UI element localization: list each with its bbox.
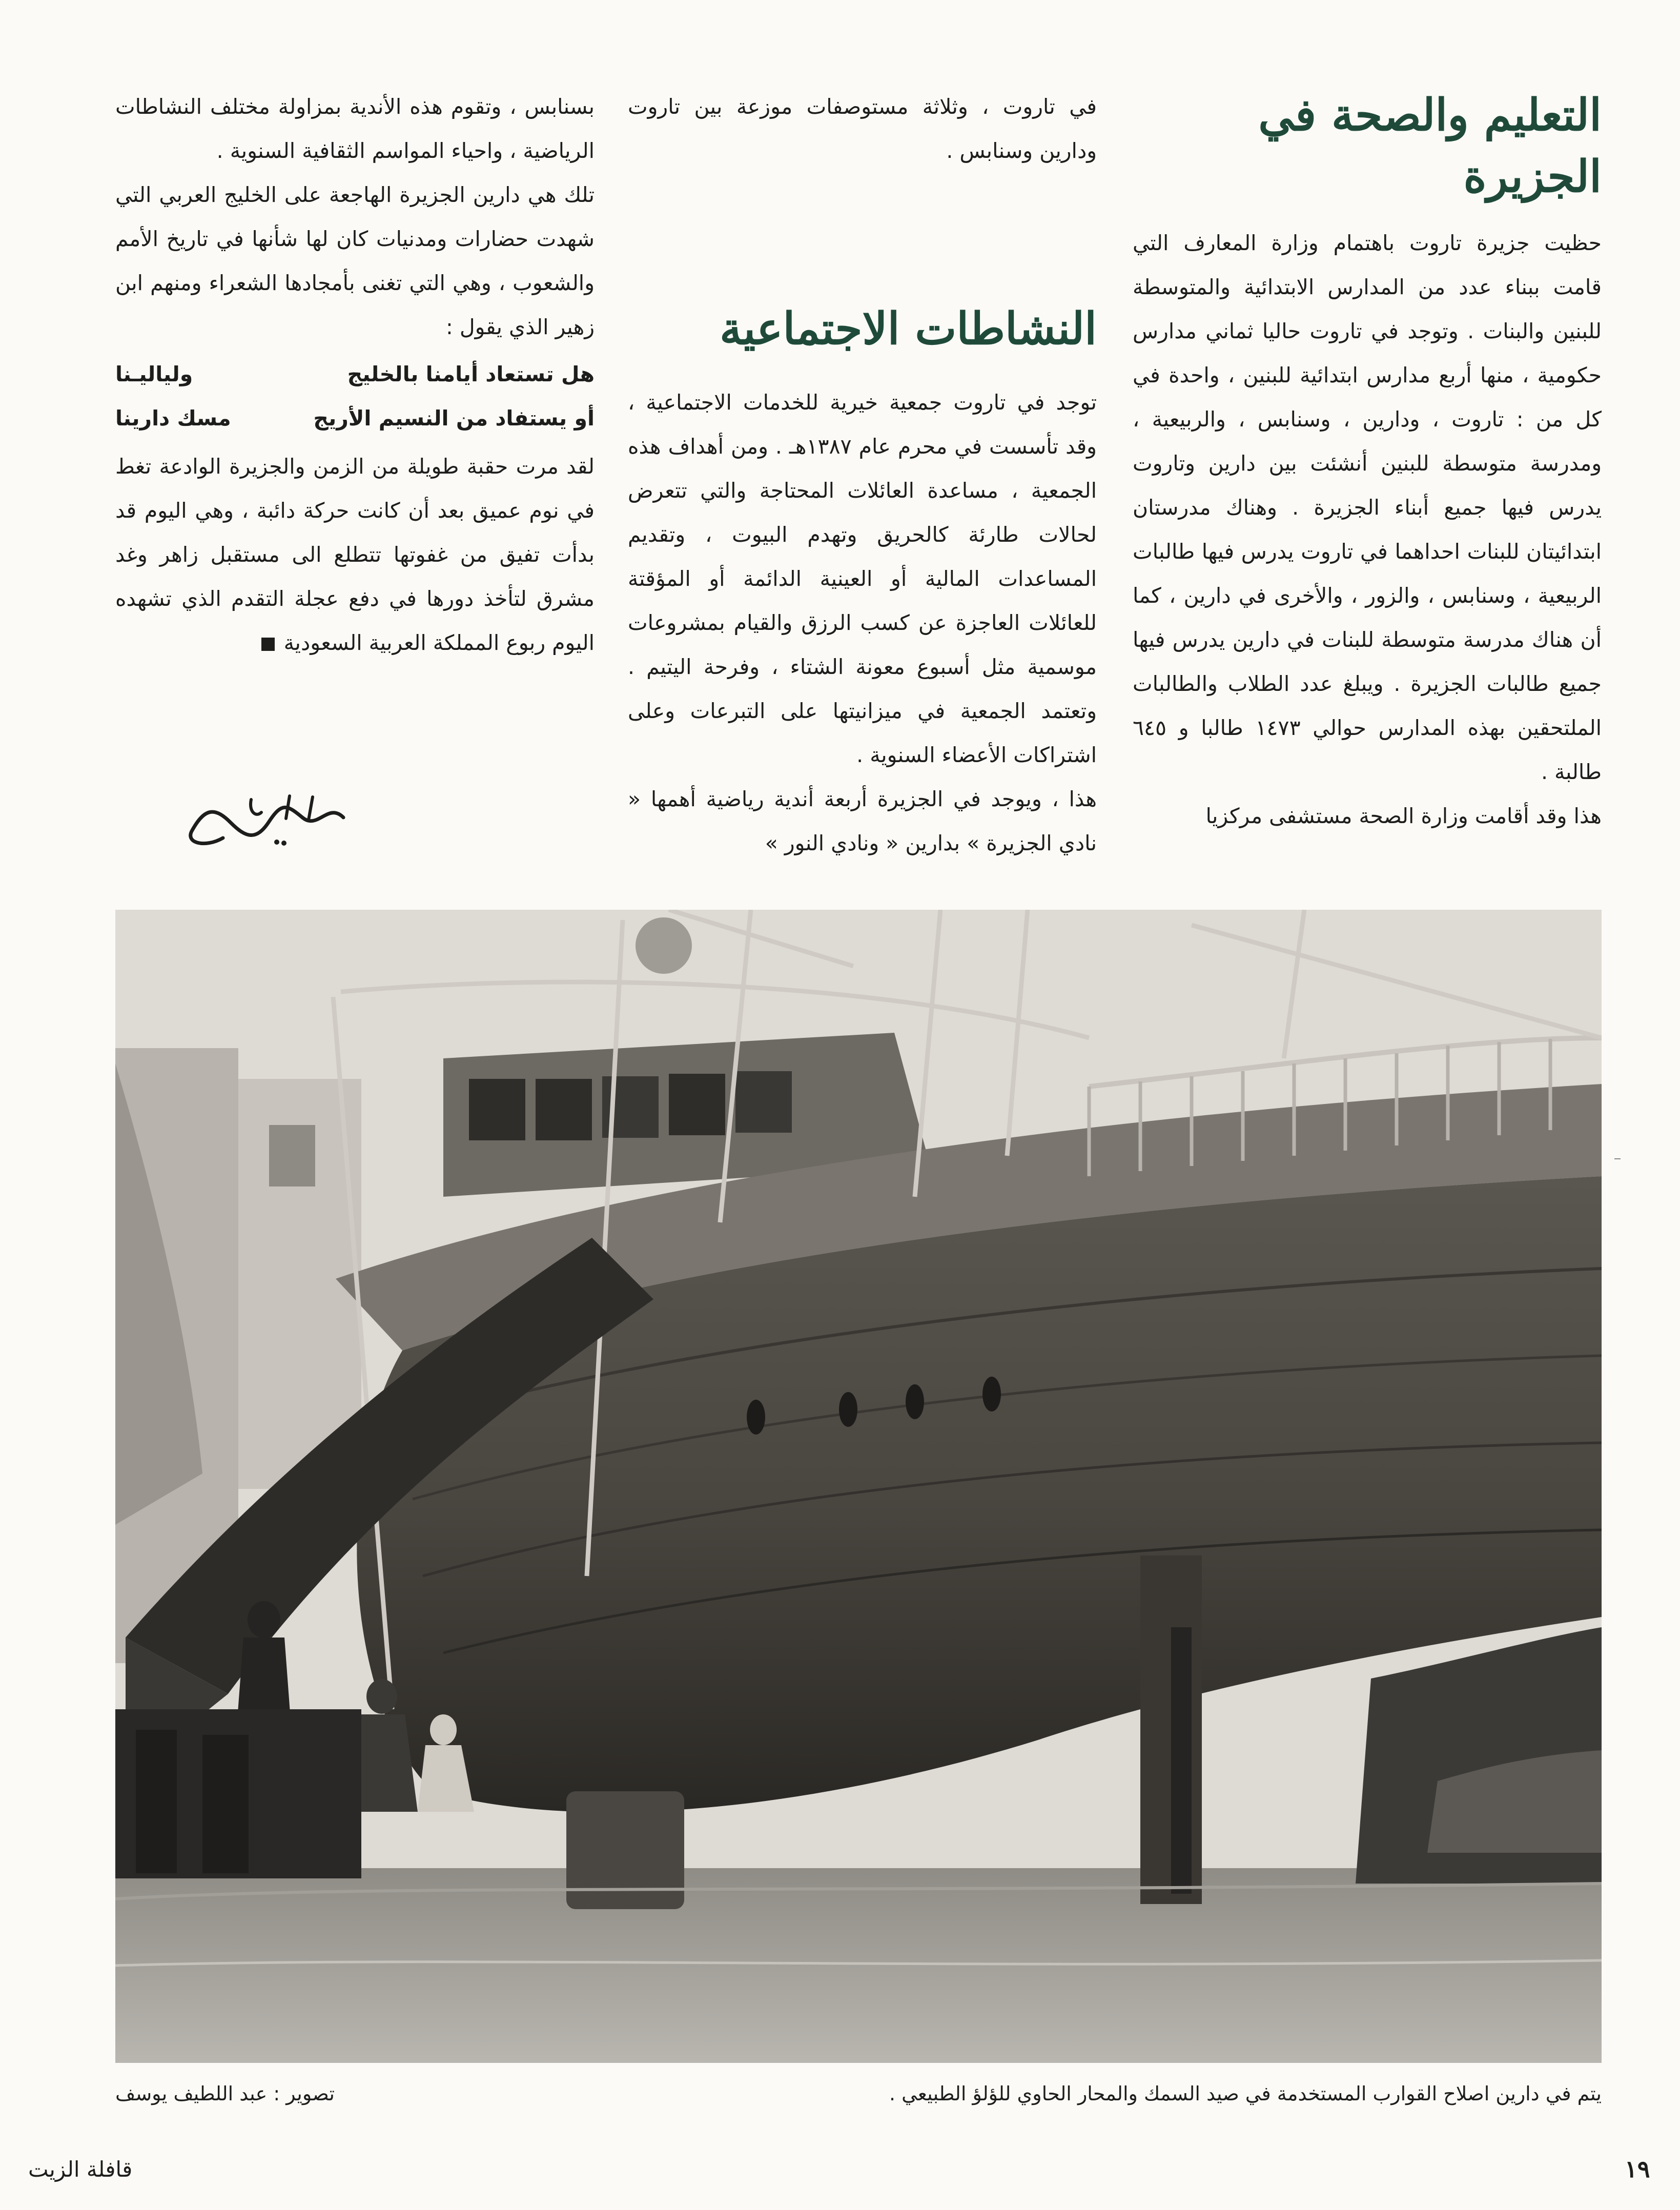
poem-line xyxy=(115,352,595,396)
photo-caption: يتم في دارين اصلاح القوارب المستخدمة في صيد السمك والمحار الحاوي للؤلؤ الطبيعي . xyxy=(889,2082,1602,2105)
end-of-article-mark xyxy=(261,638,275,651)
social-paragraph-2: هذا ، ويوجد في الجزيرة أربعة أندية رياضية أهمها « نادي الجزيرة » بدارين « ونادي النور » xyxy=(628,787,1097,855)
crop-mark xyxy=(1614,1158,1621,1159)
education-heading: التعليم والصحة في الجزيرة xyxy=(1258,89,1602,202)
closing-final-text: لقد مرت حقبة طويلة من الزمن والجزيرة الوادعة تغط في نوم عميق بعد أن كانت حركة دائبة ، وهي اليوم قد بدأت تفيق من غفوتها تتطلع الى مستقبل زاهر وغد مشرق لتأخذ دورها في دفع عجلة التقدم الذي تشهده اليوم ربوع المملكة العربية السعودية xyxy=(115,454,595,655)
column-middle xyxy=(628,85,1097,865)
closing-paragraph-1: تلك هي دارين الجزيرة الهاجعة على الخليج العربي التي شهدت حضارات ومدنيات كان لها شأنها في تاريخ الأمم والشعوب ، وهي التي تغنى بأمجادها الشعراء ومنهم ابن زهير الذي يقول : xyxy=(115,182,595,339)
page-number: ١٩ xyxy=(1625,2155,1650,2183)
column-left xyxy=(115,85,595,665)
poem-hemistich: مسك دارينا xyxy=(115,406,231,431)
dhow-illustration xyxy=(115,910,1602,2063)
poem xyxy=(115,352,595,440)
column-right xyxy=(1133,85,1602,838)
education-continuation: في تاروت ، وثلاثة مستوصفات موزعة بين تاروت ودارين وسنابس . xyxy=(628,94,1097,163)
closing-final-paragraph xyxy=(115,444,595,665)
social-continuation: بسنابس ، وتقوم هذه الأندية بمزاولة مختلف النشاطات الرياضية ، واحياء المواسم الثقافية السنوية . xyxy=(115,94,595,163)
photo-caption-row xyxy=(115,2078,1602,2109)
social-heading: النشاطات الاجتماعية xyxy=(720,303,1097,355)
magazine-name: قافلة الزيت xyxy=(28,2157,133,2182)
dhow-photograph xyxy=(115,910,1602,2063)
poem-line xyxy=(115,396,595,440)
poem-hemistich: هل تستعاد أيامنا بالخليج xyxy=(347,362,595,386)
poem-hemistich: أو يستفاد من النسيم الأريج xyxy=(313,406,595,431)
education-paragraph-2: هذا وقد أقامت وزارة الصحة مستشفى مركزيا xyxy=(1205,804,1602,828)
photo-credit: تصوير : عبد اللطيف يوسف xyxy=(115,2082,335,2105)
education-paragraph-1: حظيت جزيرة تاروت باهتمام وزارة المعارف التي قامت ببناء عدد من المدارس الابتدائية والمتوسطة للبنين والبنات . وتوجد في تاروت حاليا ثماني مدارس حكومية ، منها أربع مدارس ابتدائية للبنين ، واحدة في كل من : تاروت ، ودارين ، وسنابس ، والربيعية ، ومدرسة متوسطة للبنين أنشئت بين دارين وتاروت يدرس فيها جميع أبناء الجزيرة . وهناك مدرستان ابتدائيتان للبنات احداهما في تاروت يدرس فيها طالبات الربيعية ، وسنابس ، والزور ، والأخرى في دارين ، كما أن هناك مدرسة متوسطة للبنات في دارين يدرس فيها جميع طالبات الجزيرة . ويبلغ عدد الطلاب والطالبات الملتحقين بهذه المدارس حوالي ١٤٧٣ طالبا و ٦٤٥ طالبة . xyxy=(1133,231,1602,784)
poem-hemistich: ولياليـنا xyxy=(115,362,193,386)
author-signature xyxy=(174,782,349,858)
social-paragraph-1: توجد في تاروت جمعية خيرية للخدمات الاجتماعية ، وقد تأسست في محرم عام ١٣٨٧هـ . ومن أهداف هذه الجمعية ، مساعدة العائلات المحتاجة والتي تتعرض لحالات طارئة كالحريق وتهدم البيوت ، وتقديم المساعدات المالية أو العينية الدائمة أو المؤقتة للعائلات العاجزة عن كسب الرزق والقيام بمشروعات موسمية مثل أسبوع معونة الشتاء ، وفرحة اليتيم . وتعتمد الجمعية في ميزانيتها على التبرعات وعلى اشتراكات الأعضاء السنوية . xyxy=(628,390,1097,767)
